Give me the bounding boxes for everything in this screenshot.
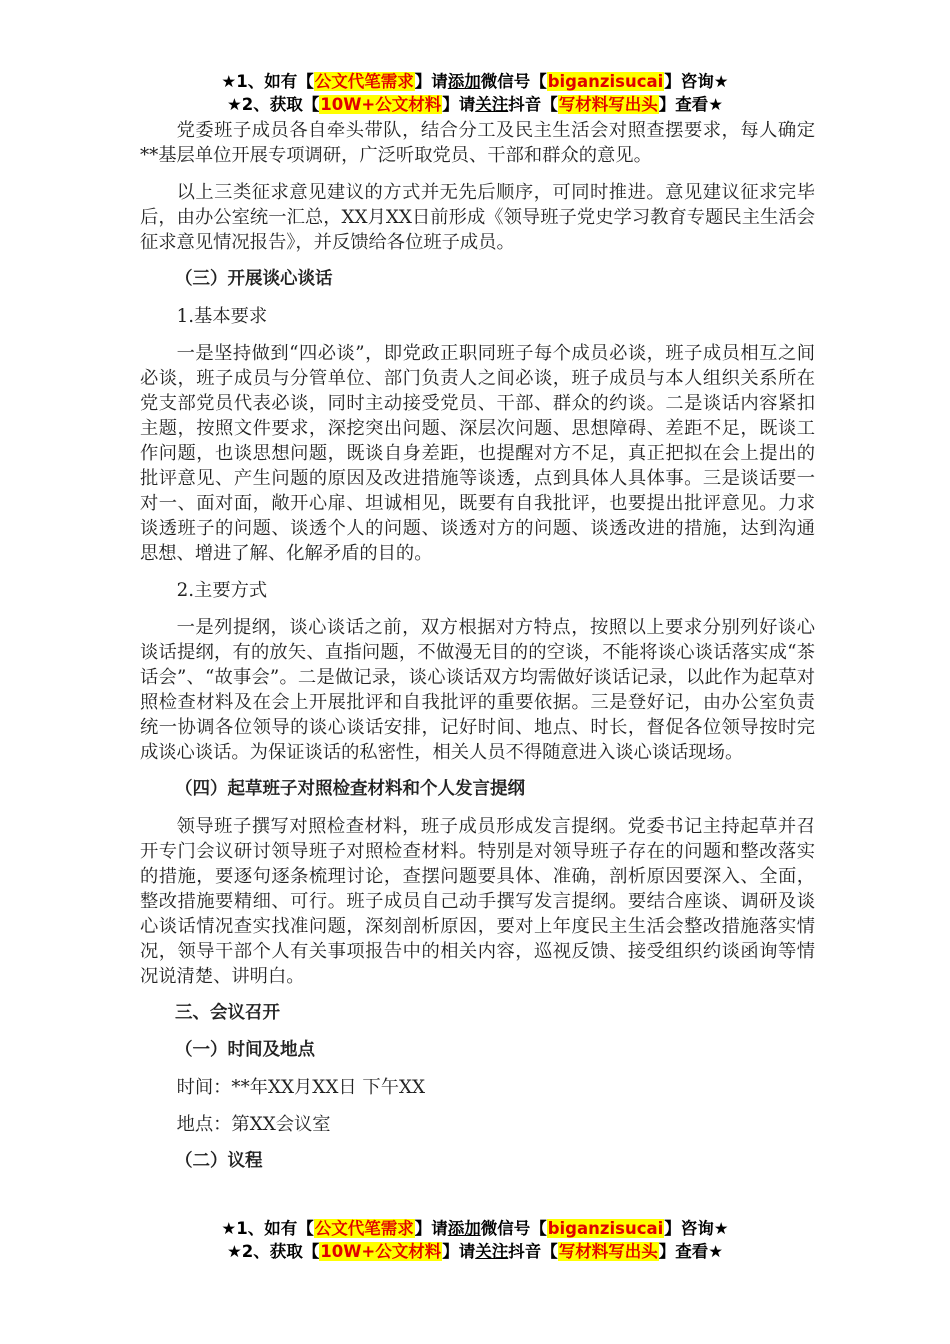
highlight-text: biganzisucai — [547, 72, 664, 91]
paragraph: 党委班子成员各自牵头带队，结合分工及民主生活会对照查摆要求，每人确定**基层单位开展专项调研，广泛听取党员、干部和群众的意见。 — [140, 120, 815, 166]
footer-banner — [0, 1217, 950, 1263]
section-heading: （一）时间及地点 — [175, 1040, 315, 1060]
subheading: 2.主要方式 — [176, 580, 268, 601]
paragraph: 一是列提纲，谈心谈话之前，双方根据对方特点，按照以上要求分别列好谈心谈话提纲，有的放矢、直指问题，不做漫无目的的空谈，不能将谈心谈话落实成“茶话会”、“故事会”。二是做记录，谈心谈话双方均需做好谈话记录，以此作为起草对照检查材料及在会上开展批评和自我批评的重要依据。三是登好记，由办公室负责统一协调各位领导的谈心谈话安排，记好时间、地点、时长，督促各位领导按时完成谈心谈话。为保证谈话的私密性，相关人员不得随意进入谈心谈话现场。 — [140, 617, 815, 763]
highlight-text: 写材料写出头 — [558, 95, 658, 114]
banner-line-2: ★2、获取【10W+公文材料】请关注抖音【写材料写出头】查看★ — [226, 1242, 724, 1261]
highlight-text: 10W+公文材料 — [320, 1242, 442, 1261]
banner-line-1: ★1、如有【公文代笔需求】请添加微信号【biganzisucai】咨询★ — [221, 1219, 729, 1238]
paragraph: 领导班子撰写对照检查材料，班子成员形成发言提纲。党委书记主持起草并召开专门会议研讨领导班子对照检查材料。特别是对领导班子存在的问题和整改落实的措施，要逐句逐条梳理讨论，查摆问题要具体、准确，剖析原因要深入、全面，整改措施要精细、可行。班子成员自己动手撰写发言提纲。要结合座谈、调研及谈心谈话情况查实找准问题，深刻剖析原因，要对上年度民主生活会整改措施落实情况，领导干部个人有关事项报告中的相关内容，巡视反馈、接受组织约谈函询等情况说清楚、讲明白。 — [140, 816, 815, 987]
document-body — [140, 118, 815, 1186]
highlight-text: 公文代笔需求 — [314, 72, 414, 91]
meeting-time: 时间：**年XX月XX日 下午XX — [176, 1077, 426, 1098]
header-banner — [0, 70, 950, 116]
section-heading: （三）开展谈心谈话 — [175, 269, 333, 289]
section-heading: （二）议程 — [175, 1151, 263, 1171]
chapter-heading: 三、会议召开 — [175, 1003, 280, 1023]
highlight-text: 公文代笔需求 — [314, 1219, 414, 1238]
highlight-text: 10W+公文材料 — [320, 95, 442, 114]
banner-line-1: ★1、如有【公文代笔需求】请添加微信号【biganzisucai】咨询★ — [221, 72, 729, 91]
section-heading: （四）起草班子对照检查材料和个人发言提纲 — [175, 779, 525, 799]
highlight-text: 写材料写出头 — [558, 1242, 658, 1261]
meeting-place: 地点：第XX会议室 — [176, 1114, 331, 1135]
paragraph: 一是坚持做到“四必谈”，即党政正职同班子每个成员必谈，班子成员相互之间必谈，班子成员与分管单位、部门负责人之间必谈，班子成员与本人组织关系所在党支部党员代表必谈，同时主动接受党员、干部、群众的约谈。二是谈话内容紧扣主题，按照文件要求，深挖突出问题、深层次问题、思想障碍、差距不足，既谈工作问题，也谈思想问题，既谈自身差距，也提醒对方不足，真正把拟在会上提出的批评意见、产生问题的原因及改进措施等谈透，点到具体人具体事。三是谈话要一对一、面对面，敞开心扉、坦诚相见，既要有自我批评，也要提出批评意见。力求谈透班子的问题、谈透个人的问题、谈透对方的问题、谈透改进的措施，达到沟通思想、增进了解、化解矛盾的目的。 — [140, 343, 815, 564]
banner-line-2: ★2、获取【10W+公文材料】请关注抖音【写材料写出头】查看★ — [226, 95, 724, 114]
subheading: 1.基本要求 — [176, 306, 268, 327]
paragraph: 以上三类征求意见建议的方式并无先后顺序，可同时推进。意见建议征求完毕后，由办公室统一汇总，XX月XX日前形成《领导班子党史学习教育专题民主生活会征求意见情况报告》，并反馈给各位班子成员。 — [140, 182, 815, 253]
highlight-text: biganzisucai — [547, 1219, 664, 1238]
